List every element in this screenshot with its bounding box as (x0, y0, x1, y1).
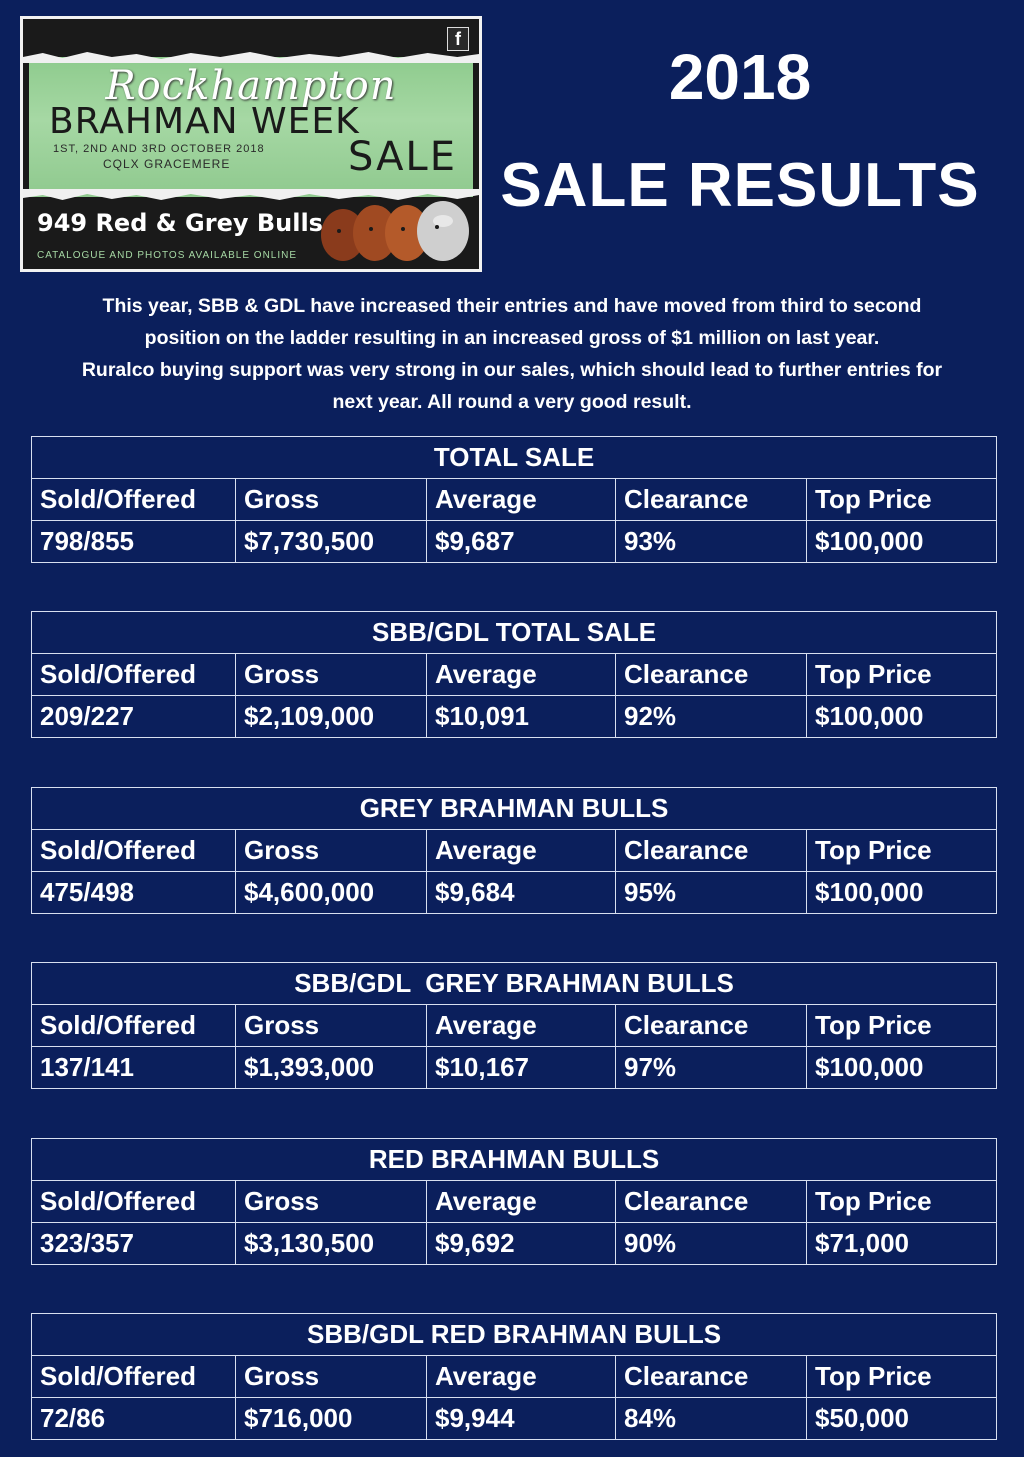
cell-top-price: $71,000 (807, 1223, 997, 1265)
banner-venue: CQLX GRACEMERE (103, 157, 231, 171)
column-header-average: Average (427, 1005, 616, 1047)
column-header-average: Average (427, 1181, 616, 1223)
column-header-clearance: Clearance (616, 830, 807, 872)
column-header-average: Average (427, 654, 616, 696)
banner-catalogue-note: CATALOGUE AND PHOTOS AVAILABLE ONLINE (37, 250, 298, 261)
column-header-clearance: Clearance (616, 479, 807, 521)
intro-line: Ruralco buying support was very strong in our sales, which should lead to further entries for (81, 359, 943, 381)
table-header-row (32, 654, 997, 696)
cell-average: $9,684 (427, 872, 616, 914)
column-header-gross: Gross (236, 654, 427, 696)
column-header-average: Average (427, 479, 616, 521)
table-title: GREY BRAHMAN BULLS (32, 788, 997, 830)
column-header-gross: Gross (236, 1005, 427, 1047)
table-header-row (32, 479, 997, 521)
banner-bulls-count: 949 Red & Grey Bulls (37, 209, 323, 237)
cell-clearance: 93% (616, 521, 807, 563)
column-header-gross: Gross (236, 1356, 427, 1398)
table-sbb-gdl-total-sale (31, 611, 997, 738)
column-header-gross: Gross (236, 1181, 427, 1223)
cell-gross: $2,109,000 (236, 696, 427, 738)
column-header-top-price: Top Price (807, 830, 997, 872)
cell-average: $10,167 (427, 1047, 616, 1089)
table-title: SBB/GDL GREY BRAHMAN BULLS (32, 963, 997, 1005)
cell-top-price: $100,000 (807, 872, 997, 914)
column-header-top-price: Top Price (807, 1356, 997, 1398)
column-header-clearance: Clearance (616, 1005, 807, 1047)
table-header-row (32, 830, 997, 872)
cell-gross: $716,000 (236, 1398, 427, 1440)
cell-average: $9,944 (427, 1398, 616, 1440)
cell-top-price: $50,000 (807, 1398, 997, 1440)
banner-dates: 1ST, 2ND AND 3RD OCTOBER 2018 (53, 143, 265, 155)
sale-banner (20, 16, 482, 272)
facebook-icon[interactable]: f (447, 27, 469, 51)
cell-clearance: 92% (616, 696, 807, 738)
cell-gross: $4,600,000 (236, 872, 427, 914)
table-header-row (32, 1356, 997, 1398)
column-header-average: Average (427, 830, 616, 872)
cell-clearance: 84% (616, 1398, 807, 1440)
column-header-gross: Gross (236, 479, 427, 521)
table-row (32, 1223, 997, 1265)
table-title: SBB/GDL RED BRAHMAN BULLS (32, 1314, 997, 1356)
column-header-sold-offered: Sold/Offered (32, 1356, 236, 1398)
column-header-top-price: Top Price (807, 1005, 997, 1047)
column-header-sold-offered: Sold/Offered (32, 654, 236, 696)
bulls-photo (303, 191, 473, 263)
table-sbb-gdl-grey-brahman-bulls (31, 962, 997, 1089)
table-row (32, 1047, 997, 1089)
column-header-top-price: Top Price (807, 479, 997, 521)
cell-sold-offered: 323/357 (32, 1223, 236, 1265)
cell-sold-offered: 137/141 (32, 1047, 236, 1089)
intro-line: next year. All round a very good result. (332, 391, 692, 413)
cell-average: $9,687 (427, 521, 616, 563)
intro-paragraph (40, 290, 984, 418)
table-row (32, 696, 997, 738)
table-row (32, 1398, 997, 1440)
table-row (32, 872, 997, 914)
column-header-top-price: Top Price (807, 1181, 997, 1223)
banner-title-line1: BRAHMAN WEEK (49, 101, 360, 142)
column-header-clearance: Clearance (616, 1356, 807, 1398)
table-total-sale (31, 436, 997, 563)
torn-paper-edge-top (23, 49, 479, 63)
column-header-average: Average (427, 1356, 616, 1398)
table-grey-brahman-bulls (31, 787, 997, 914)
table-title: RED BRAHMAN BULLS (32, 1139, 997, 1181)
banner-script-title: Rockhampton (105, 63, 397, 109)
cell-clearance: 95% (616, 872, 807, 914)
table-row (32, 521, 997, 563)
column-header-sold-offered: Sold/Offered (32, 830, 236, 872)
table-header-row (32, 1005, 997, 1047)
column-header-gross: Gross (236, 830, 427, 872)
banner-title-line2: SALE (347, 134, 457, 180)
cell-gross: $7,730,500 (236, 521, 427, 563)
cell-sold-offered: 798/855 (32, 521, 236, 563)
column-header-clearance: Clearance (616, 654, 807, 696)
column-header-top-price: Top Price (807, 654, 997, 696)
cell-clearance: 97% (616, 1047, 807, 1089)
cell-clearance: 90% (616, 1223, 807, 1265)
results-year: 2018 (668, 41, 812, 113)
cell-gross: $1,393,000 (236, 1047, 427, 1089)
cell-sold-offered: 72/86 (32, 1398, 236, 1440)
cell-sold-offered: 209/227 (32, 696, 236, 738)
cell-top-price: $100,000 (807, 521, 997, 563)
table-header-row (32, 1181, 997, 1223)
cell-average: $9,692 (427, 1223, 616, 1265)
intro-line: This year, SBB & GDL have increased their entries and have moved from third to second (102, 295, 922, 317)
table-title: TOTAL SALE (32, 437, 997, 479)
table-sbb-gdl-red-brahman-bulls (31, 1313, 997, 1440)
column-header-sold-offered: Sold/Offered (32, 1005, 236, 1047)
page-title: SALE RESULTS (500, 151, 980, 220)
column-header-sold-offered: Sold/Offered (32, 479, 236, 521)
cell-sold-offered: 475/498 (32, 872, 236, 914)
table-title: SBB/GDL TOTAL SALE (32, 612, 997, 654)
column-header-sold-offered: Sold/Offered (32, 1181, 236, 1223)
cell-average: $10,091 (427, 696, 616, 738)
table-red-brahman-bulls (31, 1138, 997, 1265)
cell-gross: $3,130,500 (236, 1223, 427, 1265)
column-header-clearance: Clearance (616, 1181, 807, 1223)
cell-top-price: $100,000 (807, 1047, 997, 1089)
cell-top-price: $100,000 (807, 696, 997, 738)
intro-line: position on the ladder resulting in an increased gross of $1 million on last year. (144, 327, 880, 349)
